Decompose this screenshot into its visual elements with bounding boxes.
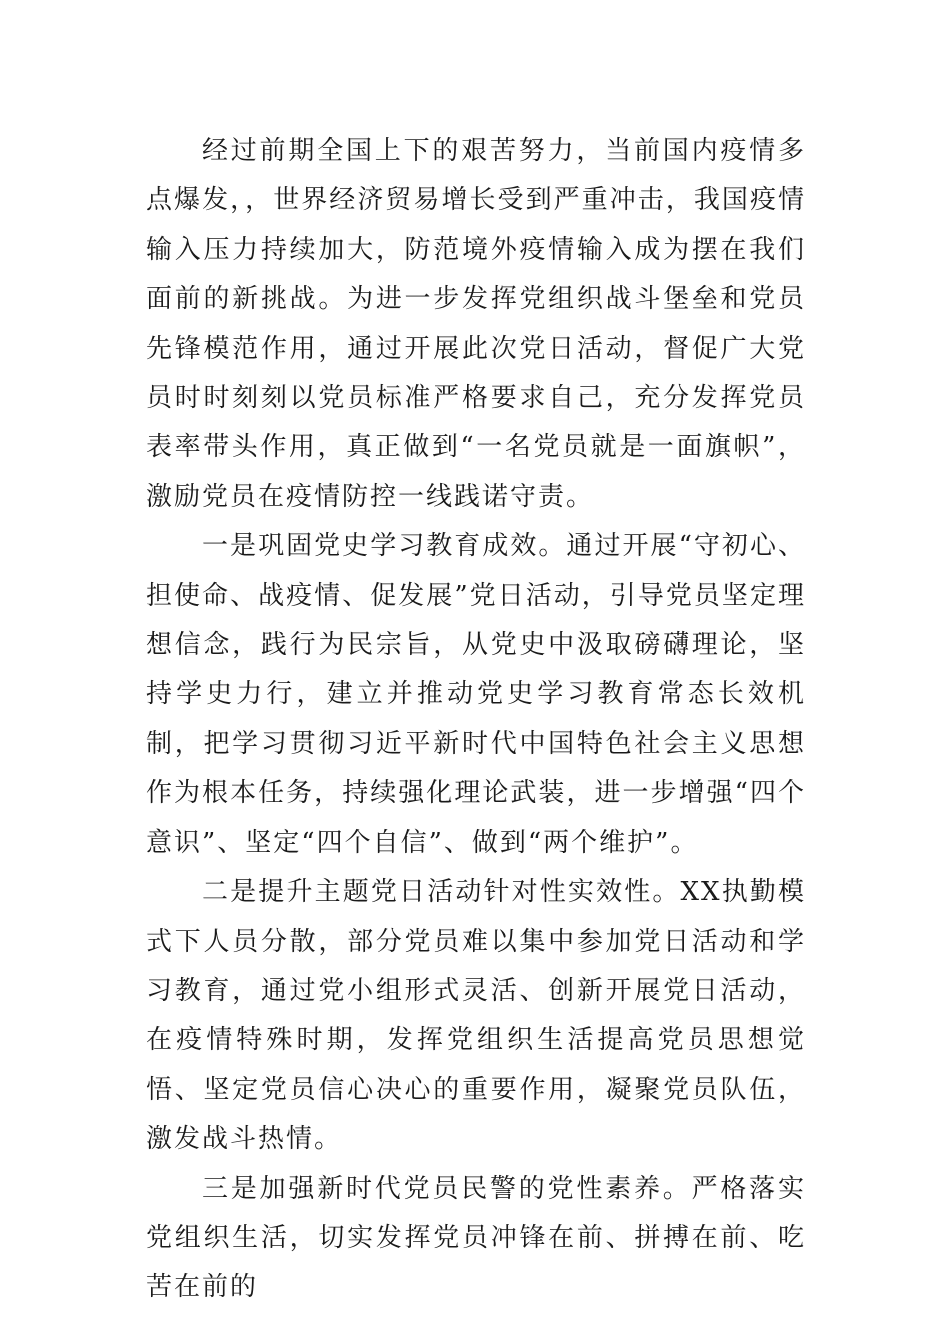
- paragraph-point-two: 二是提升主题党日活动针对性实效性。XX执勤模式下人员分散，部分党员难以集中参加党日活动和学习教育，通过党小组形式灵活、创新开展党日活动，在疫情特殊时期，发挥党组织生活提高党员思想觉悟、坚定党员信心决心的重要作用，凝聚党员队伍，激发战斗热情。: [146, 877, 806, 1155]
- paragraph-point-one: 一是巩固党史学习教育成效。通过开展“守初心、担使命、战疫情、促发展”党日活动，引导党员坚定理想信念，践行为民宗旨，从党史中汲取磅礴理论，坚持学史力行，建立并推动党史学习教育常态长效机制，把学习贯彻习近平新时代中国特色社会主义思想作为根本任务，持续强化理论武装，进一步增强“四个意识”、坚定“四个自信”、做到“两个维护”。: [146, 531, 806, 858]
- paragraph-intro: 经过前期全国上下的艰苦努力，当前国内疫情多点爆发，，世界经济贸易增长受到严重冲击，我国疫情输入压力持续加大，防范境外疫情输入成为摆在我们面前的新挑战。为进一步发挥党组织战斗堡垒和党员先锋模范作用，通过开展此次党日活动，督促广大党员时时刻刻以党员标准严格要求自己，充分发挥党员表率带头作用，真正做到“一名党员就是一面旗帜”，激励党员在疫情防控一线践诺守责。: [146, 136, 806, 512]
- document-body: [146, 127, 806, 1313]
- paragraph-point-three: 三是加强新时代党员民警的党性素养。严格落实党组织生活，切实发挥党员冲锋在前、拼搏在前、吃苦在前的: [146, 1173, 806, 1303]
